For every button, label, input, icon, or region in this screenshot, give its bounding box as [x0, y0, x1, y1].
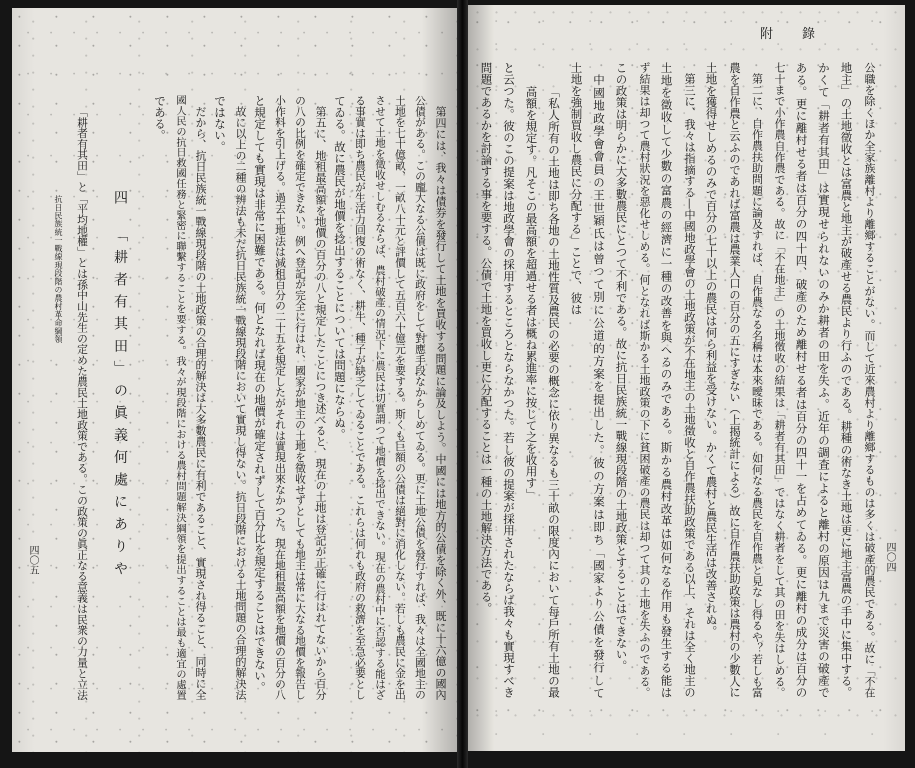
text-column: 第三に、我々は指摘する—中國地政學會の土地政策が不在地主の土地徵收と自作農扶助政策である以上、それは全く地主の: [683, 73, 696, 698]
text-column: 「耕者有其田」と「平均地權」とは孫中山先生の定めた農民土地政策である。この政策の眞正なる意義は民衆の力量と立法: [76, 105, 89, 700]
left-page: [12, 8, 457, 752]
page-number: 四〇四: [884, 542, 895, 572]
text-column: させて土地を徵收せしむるならば、農村破產の情況下に農民は切實謂つて地價を捻出できない。現在の農村中に否認する能はざ: [374, 95, 386, 700]
text-column: だから、抗日民族統一戰線現段階の土地政策の合理的解決は大多數農民に有利であること、實現され得ること、同時に全: [194, 106, 207, 700]
text-column: る事實は即ち農民が生活力回復の術なく、耕牛、種子が缺乏してゐることである。これらは何れも政府の救濟を至急必要とし: [354, 95, 367, 700]
text-column: 第四には、我々は債券を發行して土地を買收する問題に論及しよう。中國には地方的公債を除く外、既に十六億の國內: [434, 106, 447, 700]
text-column: 小作料を引上げる。過去土地法は減租百分の二十五を規定したがそれは實現出來なかつた。現在地租最高額を地價の百分の八: [274, 95, 287, 700]
text-column: 土地を強制買收し農民に分配する」ことで、彼は: [569, 62, 584, 315]
text-column: 七十まで小作農自作農である。故に「不在地主」の土地徵收の結果は「耕者有其田」ではなく耕者をして其の田を失はしめる。: [773, 62, 786, 698]
text-column: の八の比例を確定できない。例へ登記が完全に行はれ、國家が地主の土地を徵收せずとしても地主は常に大なる地價を報告し: [294, 95, 307, 700]
text-column: 問題であるかを討論する事を要する。公債で土地を買收し更に分配することは一種の土地解決方法である。: [479, 62, 494, 614]
text-column: 公職を除くほか全家族離村より離鄉することがない。而して近來農村より離鄉するものは多くは破產的農民である。故に「不在: [863, 62, 876, 698]
quote-column: 「私人所有の土地は即ち各地の土地性質及農民の必要の概念に依り異なるも三十畝の限度內において每戶所有土地の最: [547, 86, 561, 698]
page-number: 四〇五: [27, 545, 38, 575]
text-column: 地主」の土地徵收とは富農と地主が破產せる農民より行ふのである。耕種の術なき土地は更に地主富農の手中に集中する。: [839, 62, 854, 698]
text-column: ず結果は却つて農村狀況を惡化せしめる。何となれば斯かる土地政策の下に貧困破產の農民は却つて其の土地を失ふのである。: [638, 62, 651, 698]
text-column: 農を自作農と云ふのであれば富農は農業人口の百分の五にすぎない（上揭統計による）故に自作農扶助政策は農村の少數人に: [728, 62, 741, 698]
text-column: 第二に、自作農扶助問題に論及すれば、自作農なる名稱は本來曖昧である。如何なる農民を自作農と見なし得るや？若しも富: [750, 73, 764, 698]
quote-column: 高額を規定す。凡そこの最高額を超過せる者は概ね累進率に按じて之を收用す」: [524, 86, 539, 500]
text-column: 土地を獲得せしめるのみで百分の七十以上の農民は何ら利益を受けない。かくて農村と農民生活は改善されぬ。: [704, 62, 719, 637]
text-column: この政策は明らかに大多數農民にとつて不利である。故に抗日民族統一戰線現段階の土地政策とすることはできない。: [614, 62, 629, 672]
text-column: てゐる。故に農民が地價を捻出することについては問題にならぬ。: [333, 95, 347, 440]
gutter: [457, 0, 468, 768]
text-column: 第五に、地租最高額を地價の百分の八と規定したことにつき述べると、現在の土地は登記が正確に行はれてないから百分: [314, 106, 327, 700]
section-title: 四 「耕者有其田」の眞義何處にありや: [112, 190, 128, 575]
running-head: 抗日民族統一戰線現段階の農村革命綱領: [54, 195, 63, 343]
text-column: である。: [153, 95, 167, 141]
text-column: 土地を七十億畝、一畝八十元と評價して五百六十億元を要する。斯くも巨額の公債は絕對に消化しない。若しも農民に金を出: [394, 95, 407, 700]
text-column: 公債がある。この龐大なる公債は既に政府をして對應手段なからしめてゐる。更に土地公債を發行すれば、我々は全國地主の: [414, 95, 427, 700]
running-head: 附 錄: [760, 27, 824, 42]
text-column: 故に以上の二種の辨法も未だ抗日民族統一戰線現段階において實現し得ない。抗日段階における土地問題の合理的解決法: [234, 106, 247, 700]
text-column: ではない。: [213, 95, 227, 153]
text-column: 土地を徵收して少數の富農の經濟に一種の改善を與へるのみである。斯かる農村改革は如何なる作用も發生する能は: [659, 62, 674, 698]
text-column: と云つた。彼のこの提案は地政學會の採用するところとならなかつた。若し彼の提案が採用されたならば我々も實現すべき: [502, 62, 516, 698]
text-column: かくて「耕者有其田」は實現せられないのみか耕者の田を失ふ。近年の調査によると離村の原因は九まで災害の破產で: [817, 62, 831, 698]
text-column: ある。更に離村せる者は百分の四十四、破產のため離村せる者は百分の四十一を占めてゐる。更に離村の成分は百分の: [794, 62, 809, 698]
text-column: 國人民の抗日救國任務と緊密に聯繫することを要する。我々が現段階における農村問題解決綱領を提出することは最も適宜の處置: [174, 95, 186, 700]
right-page: [468, 5, 905, 751]
text-column: と規定しても實現は非常に困難である。何となれば現在の地價が確定されずして百分比を規定することはできない。: [253, 95, 267, 693]
text-column: 中國地政學會會員の王世穎氏は曾つて別に公道的方案を提出した。彼の方案は即ち「國家より公債を發行して: [592, 73, 606, 698]
